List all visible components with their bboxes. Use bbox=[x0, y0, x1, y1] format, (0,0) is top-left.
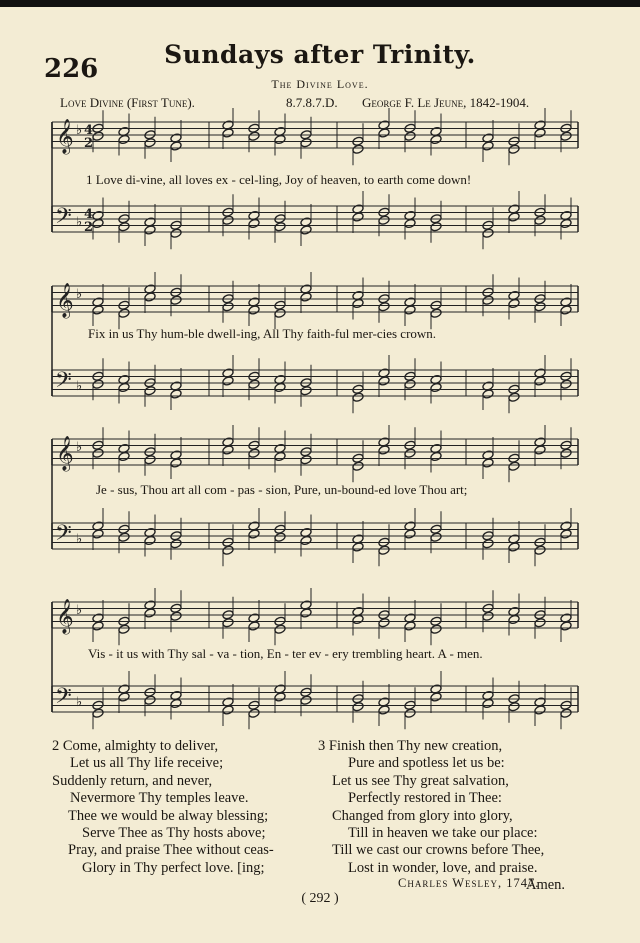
bass-clef-icon: 𝄢 bbox=[55, 368, 72, 398]
verse-line: Nevermore Thy temples leave. bbox=[70, 790, 249, 807]
time-signature-bottom: 2 bbox=[84, 136, 94, 151]
flat-key-icon: ♭ bbox=[76, 532, 83, 547]
meter: 8.7.8.7.D. bbox=[286, 95, 338, 110]
verse-line: Let us see Thy great salvation, bbox=[332, 772, 509, 789]
verse-line: Perfectly restored in Thee: bbox=[348, 790, 502, 807]
flat-key-icon: ♭ bbox=[76, 379, 83, 394]
music-system-4 bbox=[0, 588, 640, 748]
hymn-number: 226 bbox=[44, 54, 99, 84]
treble-clef-icon: 𝄞 bbox=[56, 119, 74, 154]
verse-line: Till we cast our crowns before Thee, bbox=[332, 842, 545, 859]
verse-line: Let us all Thy life receive; bbox=[70, 755, 224, 772]
verse-line: 2 Come, almighty to deliver, bbox=[52, 738, 219, 754]
hymn-subtitle: The Divine Love. bbox=[271, 77, 369, 91]
verse-line: Lost in wonder, love, and praise. bbox=[348, 859, 538, 876]
verse-2 bbox=[52, 738, 274, 877]
flat-key-icon: ♭ bbox=[76, 603, 83, 618]
music-system-3 bbox=[0, 425, 640, 585]
verse-line: Serve Thee as Thy hosts above; bbox=[82, 825, 266, 842]
lyric-line-2: Fix in us Thy hum-ble dwell-ing, All Thy faith-ful mer-cies crown. bbox=[88, 326, 437, 341]
staff bbox=[52, 108, 578, 165]
staff bbox=[52, 272, 578, 329]
staff bbox=[52, 508, 578, 566]
verse-line: Till in heaven we take our place: bbox=[348, 825, 538, 842]
staff bbox=[52, 671, 578, 729]
verse-line: Pure and spotless let us be: bbox=[348, 755, 505, 772]
treble-clef-icon: 𝄞 bbox=[56, 599, 74, 634]
lyric-line-1: 1 Love di-vine, all loves ex - cel-ling, Joy of heaven, to earth come down! bbox=[86, 172, 472, 187]
time-signature-top: 4 bbox=[84, 207, 94, 222]
bass-clef-icon: 𝄢 bbox=[55, 684, 72, 714]
staff bbox=[52, 425, 578, 482]
composer: George F. Le Jeune, 1842-1904. bbox=[362, 95, 530, 110]
bass-clef-icon: 𝄢 bbox=[55, 204, 72, 234]
flat-key-icon: ♭ bbox=[76, 215, 83, 230]
lyric-line-4: Vis - it us with Thy sal - va - tion, En - ter ev - ery trembling heart. A - men. bbox=[88, 646, 483, 661]
verse-line: Glory in Thy perfect love. [ing; bbox=[82, 859, 265, 876]
staff bbox=[52, 588, 578, 645]
flat-key-icon: ♭ bbox=[76, 440, 83, 455]
verse-line: 3 Finish then Thy new creation, bbox=[318, 738, 503, 754]
page-number: ( 292 ) bbox=[301, 891, 339, 906]
verse-line: Pray, and praise Thee without ceas- bbox=[68, 842, 274, 859]
flat-key-icon: ♭ bbox=[76, 123, 83, 138]
time-signature-bottom: 2 bbox=[84, 220, 94, 235]
section-title: Sundays after Trinity. bbox=[164, 40, 476, 69]
verse-3 bbox=[318, 738, 565, 895]
staff bbox=[52, 191, 578, 249]
author-credit: Charles Wesley, 1747. bbox=[398, 876, 540, 890]
verse-line: Changed from glory into glory, bbox=[332, 807, 513, 824]
verse-line: Suddenly return, and never, bbox=[52, 772, 213, 789]
flat-key-icon: ♭ bbox=[76, 695, 83, 710]
top-border bbox=[0, 0, 640, 7]
flat-key-icon: ♭ bbox=[76, 287, 83, 302]
bass-clef-icon: 𝄢 bbox=[55, 521, 72, 551]
treble-clef-icon: 𝄞 bbox=[56, 283, 74, 318]
tune-name: Love Divine (First Tune). bbox=[60, 95, 195, 110]
music-system-1 bbox=[0, 108, 640, 268]
staff bbox=[52, 355, 578, 413]
verse-line: Amen. bbox=[526, 877, 566, 894]
lyric-line-3: Je - sus, Thou art all com - pas - sion, Pure, un-bound-ed love Thou art; bbox=[96, 482, 468, 497]
music-system-2 bbox=[0, 272, 640, 432]
treble-clef-icon: 𝄞 bbox=[56, 436, 74, 471]
time-signature-top: 4 bbox=[84, 123, 94, 138]
verse-line: Thee we would be alway blessing; bbox=[68, 807, 269, 824]
